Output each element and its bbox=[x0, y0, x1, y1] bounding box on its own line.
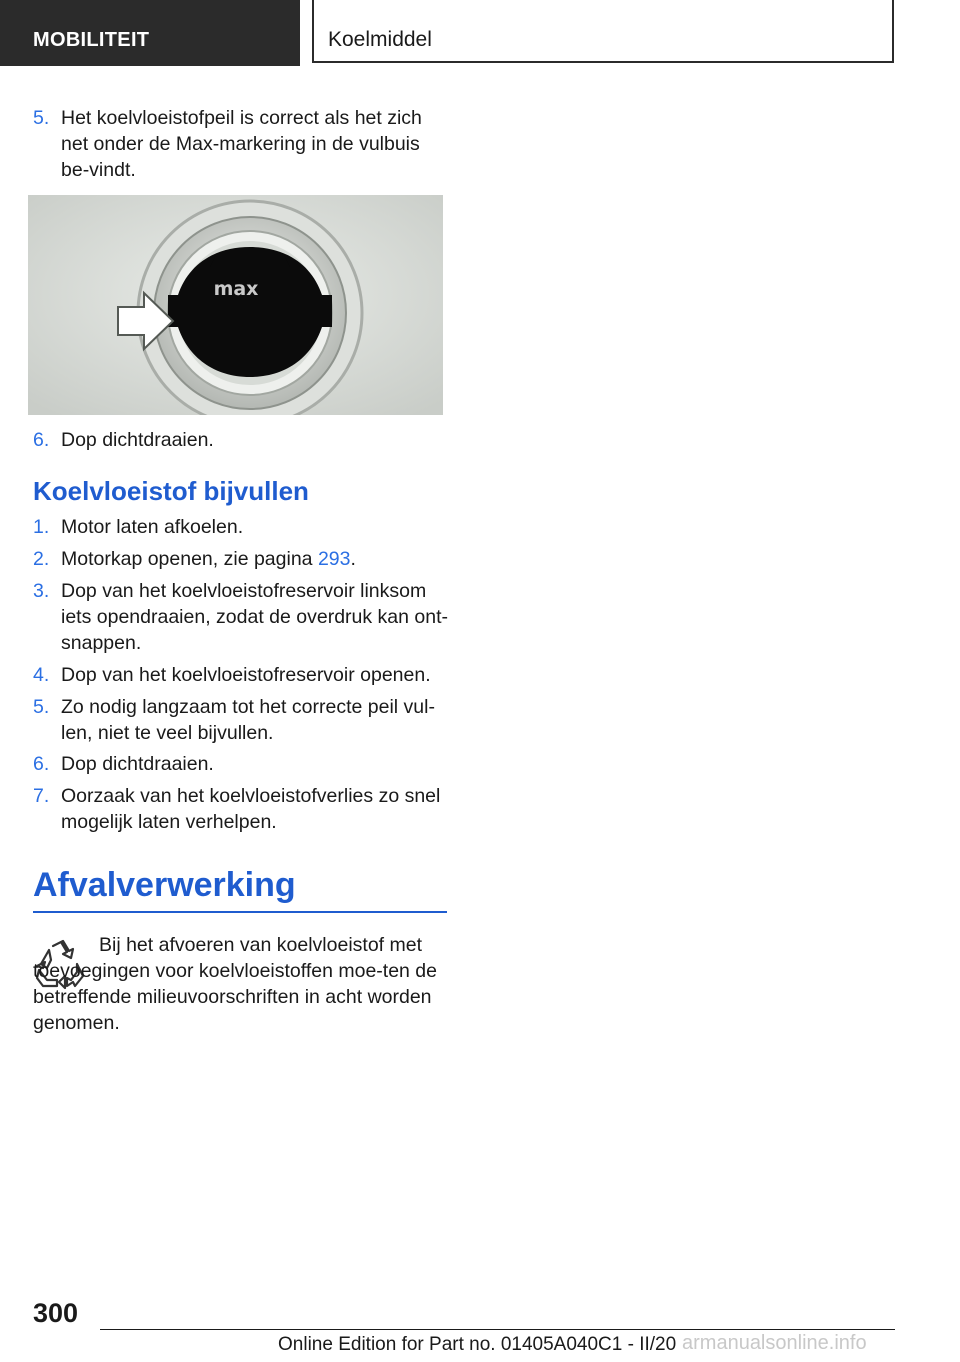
step-text: Dop dichtdraaien. bbox=[61, 429, 214, 451]
step-number: 4. bbox=[33, 664, 50, 686]
disposal-text bbox=[33, 932, 447, 1036]
step-number: 1. bbox=[33, 516, 50, 538]
chapter-heading: Afvalverwerking bbox=[33, 866, 296, 904]
step-text-end: . bbox=[350, 548, 356, 570]
step-text: Oorzaak van het koelvloeistofverlies zo snel mogelijk laten verhelpen. bbox=[61, 785, 441, 833]
page-link[interactable]: 293 bbox=[317, 548, 351, 570]
watermark-text: armanualsonline.info bbox=[682, 1332, 867, 1354]
step-text: Motor laten afkoelen. bbox=[61, 516, 244, 538]
disposal-text-content: Bij het afvoeren van koelvloeistof met toevoegingen voor koelvloeistoffen moe-ten de betreffende milieuvoorschriften in acht worden genomen. bbox=[33, 934, 437, 1034]
step-text: Dop dichtdraaien. bbox=[61, 753, 214, 775]
step-number: 3. bbox=[33, 580, 50, 602]
step-number: 6. bbox=[33, 429, 50, 451]
section-heading: Koelvloeistof bijvullen bbox=[33, 476, 309, 506]
step-text-part: Motorkap openen, zie pagina bbox=[61, 548, 318, 570]
section-title: MOBILITEIT bbox=[33, 29, 150, 51]
step-number: 7. bbox=[33, 785, 50, 807]
step-text: Dop van het koelvloeistofreservoir linksom iets opendraaien, zodat de overdruk kan ont-snappen. bbox=[61, 580, 449, 654]
section-tab bbox=[0, 0, 300, 66]
step-text: Het koelvloeistofpeil is correct als het zich net onder de Max-markering in de vulbuis be-vindt. bbox=[61, 107, 422, 181]
step-number: 5. bbox=[33, 107, 50, 129]
heading-rule bbox=[33, 911, 447, 913]
step-number: 5. bbox=[33, 696, 50, 718]
page-number: 300 bbox=[33, 1298, 79, 1328]
coolant-level-photo bbox=[28, 195, 443, 415]
max-label: max bbox=[213, 278, 259, 300]
page-header bbox=[0, 0, 960, 66]
topic-tab bbox=[312, 0, 894, 63]
footer-rule bbox=[100, 1329, 895, 1330]
edition-text: Online Edition for Part no. 01405A040C1 - II/20 bbox=[278, 1334, 677, 1355]
step-text bbox=[61, 546, 451, 572]
step-text: Zo nodig langzaam tot het correcte peil vul-len, niet te veel bijvullen. bbox=[61, 696, 435, 744]
step-text: Dop van het koelvloeistofreservoir openen. bbox=[61, 664, 431, 686]
step-number: 6. bbox=[33, 753, 50, 775]
step-number: 2. bbox=[33, 548, 50, 570]
topic-title: Koelmiddel bbox=[328, 28, 432, 51]
